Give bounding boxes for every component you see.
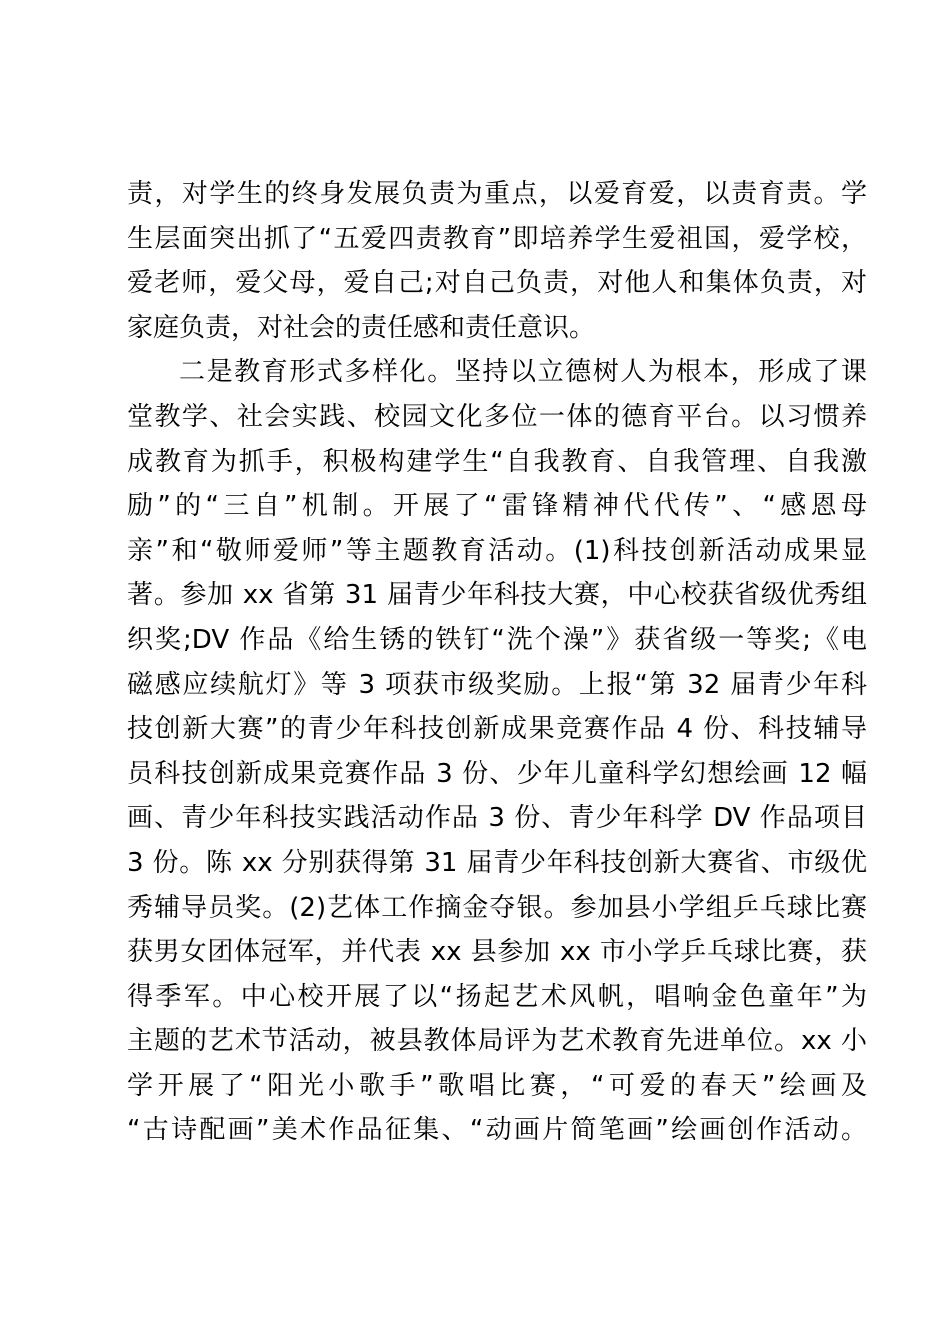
text-line: 获男女团体冠军，并代表 xx 县参加 xx 市小学乒乓球比赛，获: [127, 937, 867, 968]
text-line: 得季军。中心校开展了以“扬起艺术风帆，唱响金色童年”为: [127, 981, 867, 1012]
text-line: 堂教学、社会实践、校园文化多位一体的德育平台。以习惯养: [127, 401, 867, 432]
paragraph-start-line: 二是教育形式多样化。坚持以立德树人为根本，形成了课: [179, 357, 867, 388]
text-line: 磁感应续航灯》等 3 项获市级奖励。上报“第 32 届青少年科: [127, 669, 867, 700]
text-line: 织奖;DV 作品《给生锈的铁钉“洗个澡”》获省级一等奖;《电: [127, 624, 867, 655]
text-line: 励”的“三自”机制。开展了“雷锋精神代代传”、“感恩母: [127, 491, 867, 522]
text-line: 家庭负责，对社会的责任感和责任意识。: [127, 312, 596, 343]
text-line: 学开展了“阳光小歌手”歌唱比赛，“可爱的春天”绘画及: [127, 1070, 867, 1101]
body-text: [127, 172, 867, 1153]
text-line: 画、青少年科技实践活动作品 3 份、青少年科学 DV 作品项目: [127, 803, 867, 834]
text-line: 亲”和“敬师爱师”等主题教育活动。(1)科技创新活动成果显: [127, 535, 867, 566]
text-line: 员科技创新成果竞赛作品 3 份、少年儿童科学幻想绘画 12 幅: [127, 758, 867, 789]
text-line: 成教育为抓手，积极构建学生“自我教育、自我管理、自我激: [127, 446, 867, 477]
text-line: 秀辅导员奖。(2)艺体工作摘金夺银。参加县小学组乒乓球比赛: [127, 892, 867, 923]
text-line: 著。参加 xx 省第 31 届青少年科技大赛，中心校获省级优秀组: [127, 580, 867, 611]
text-line: 技创新大赛”的青少年科技创新成果竞赛作品 4 份、科技辅导: [127, 714, 867, 745]
text-line: 主题的艺术节活动，被县教体局评为艺术教育先进单位。xx 小: [127, 1026, 867, 1057]
text-line: 爱老师，爱父母，爱自己;对自己负责，对他人和集体负责，对: [127, 268, 867, 299]
text-line: 责，对学生的终身发展负责为重点，以爱育爱，以责育责。学: [127, 179, 867, 209]
text-line: “古诗配画”美术作品征集、“动画片简笔画”绘画创作活动。: [127, 1115, 867, 1146]
text-line: 3 份。陈 xx 分别获得第 31 届青少年科技创新大赛省、市级优: [127, 847, 867, 878]
text-line: 生层面突出抓了“五爱四责教育”即培养学生爱祖国，爱学校，: [127, 223, 867, 254]
